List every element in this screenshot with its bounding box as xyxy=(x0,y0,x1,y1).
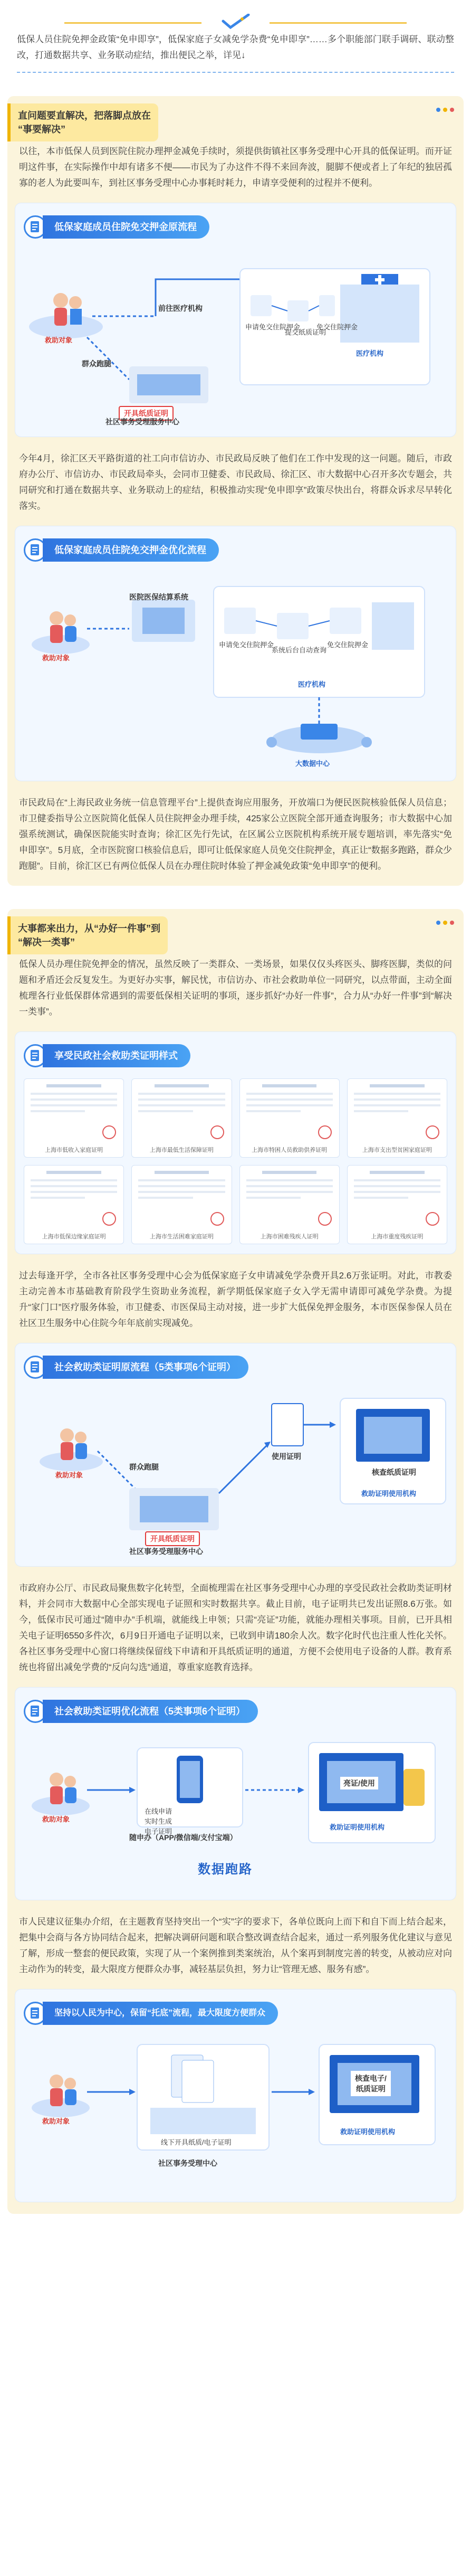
certificate-sample xyxy=(131,1078,232,1158)
certificate-caption: 上海市生活困难家庭证明 xyxy=(149,1234,214,1240)
label-paper: 开具纸质证明 xyxy=(119,406,174,421)
check-emblem-icon xyxy=(219,14,253,30)
seal-icon xyxy=(210,1212,224,1226)
paragraph: 市人民建议征集办介绍，在主题教育坚持突出一个“实”字的要求下，各单位既向上而下和自下而上结合起来，把集中会商与各方协同结合起来，把解决调研问题和联合整改调查结合起来，通过一系列服务优化建议与意见了解，形成一整套的便民政策，实现了从一个案例推到类案统治，从个案再到制度完善的转变，从被动应对向主动作为的转变，最大限度方便群众办事，减轻基层负担，努力让“管理无感、服务有感”。 xyxy=(19,1917,452,1974)
certificate-sample xyxy=(347,1165,447,1244)
section-title-line: “解决一类事” xyxy=(18,937,75,948)
label-step1: 申请免交住院押金 xyxy=(245,323,301,331)
paragraph: 今年4月，徐汇区天平路街道的社工向市信访办、市民政局反映了他们在工作中发现的这一问题。随后，市政府办公厅、市信访办、市民政局牵头，会同市卫健委、市民政局、徐汇区、市大数据中心召开多次专题会，共同研究和打通在数据共享、业务联动上的症结，积极推动实现“免申即享”政策尽快出台，将群众诉求尽早转化落实。 xyxy=(19,453,452,511)
label-show: 亮证/使用 xyxy=(340,1777,378,1789)
section-2 xyxy=(7,909,464,2214)
label-exempt: 免交住院押金 xyxy=(327,641,369,649)
label-slogan: 数据跑路 xyxy=(198,1862,253,1877)
label-org: 救助证明使用机构 xyxy=(361,1490,417,1498)
paragraph: 市民政局在“上海民政业务统一信息管理平台”上提供查询应用服务，开放端口为便民医院核验低保人员信息；市卫健委指导公立医院简化低保人员住院押金办理手续，425家公立医院全部开通查询服务；市大数据中心加强系统测试，确保医院能实时查询；徐汇区先行先试，在区属公立医院机构系统开展专题培训，率先落实“免申即享”。5月底，全市医院窗口核验信息后，即可让低保家庭人员免交住院押金，真正让“数据多跑路，群众少跑腿”。目前，徐汇区已有两位低保人员在办理住院时体验了押金减免政策“免申即享”的便利。 xyxy=(19,798,452,871)
paragraph: 低保人员办理住院免押金的情况，虽然反映了一类群众、一类场景，如果仅仅头疼医头、脚疼医脚，类似的问题和矛盾还会反复发生。为更好办实事，解民忧，市信访办、市社会救助单位一同研究，以点带面，主动全面梳理各行业低保群体常遇到的需要低保相关证明的事项，逐步抓好“办好一件事”，合力从“办好一件事”到“解决一类事”。 xyxy=(19,959,452,1017)
dashed-divider xyxy=(17,68,454,73)
certificate-samples-card xyxy=(15,1031,456,1254)
certificate-caption: 上海市重度残疾证明 xyxy=(371,1234,424,1240)
gold-rule-right xyxy=(270,22,407,24)
label-subject: 救助对象 xyxy=(55,1471,83,1479)
flow-diagram xyxy=(24,2034,447,2192)
flow-diagram xyxy=(24,1732,447,1890)
paragraph: 市政府办公厅、市民政局聚焦数字化转型，全面梳理需在社区事务受理中心办理的享受民政社会救助类证明材料，并会同市大数据中心全部实现电子证照和实时数据共享。截止目前，电子证明共已发出证照8.6万张。如今，低保市民可通过“随申办”手机端，就能线上申领；只需“亮证”功能，就能办理相关事项。目前，已开具相关电子证明6550多件次，6月9日开通电子证明以来，已收到申请180余人次。数字化时代也注重人性化关怀。各社区事务受理中心窗口将继续保留线下申请和开具纸质证明的通道，方便不会使用电子设备的人群。教育系统也将留出减免学费的“反向勾选”通道，尊重家庭教育选择。 xyxy=(19,1583,452,1672)
flow-card-title: 社会救助类证明原流程（5类事项6个证明） xyxy=(43,1356,248,1379)
certificate-caption: 上海市特困人员救助供养证明 xyxy=(252,1147,328,1153)
label-subject: 救助对象 xyxy=(42,654,70,662)
label-medical: 医疗机构 xyxy=(298,680,326,688)
decor-dots xyxy=(436,921,454,925)
label-center: 社区事务受理中心 xyxy=(158,2159,217,2167)
seal-icon xyxy=(102,1125,116,1139)
label-data-center: 大数据中心 xyxy=(295,760,330,768)
label-center: 社区事务受理服务中心 xyxy=(105,418,179,426)
flow-card-relief-optimized xyxy=(15,1687,456,1900)
label-step3: 免交住院押金 xyxy=(316,323,358,331)
certificate-sample xyxy=(131,1165,232,1244)
section-title-line: 直问题要直解决，把落脚点放在 xyxy=(18,110,151,121)
certificate-sample xyxy=(24,1165,124,1244)
label-apply: 申请免交住院押金 xyxy=(219,641,274,649)
label-app: 随申办（APP/微信端/支付宝端） xyxy=(129,1833,237,1842)
label-run: 群众跑腿 xyxy=(129,1463,159,1471)
flow-card-original xyxy=(15,203,456,437)
section-1-title xyxy=(7,103,158,141)
label-check: 核查电子/ 纸质证明 xyxy=(351,2071,391,2096)
flow-diagram xyxy=(24,571,447,771)
certificate-caption: 上海市支出型贫困家庭证明 xyxy=(362,1147,432,1153)
label-run: 群众跑腿 xyxy=(82,359,111,368)
flow-card-title: 坚持以人民为中心，保留“托底”流程，最大限度方便群众 xyxy=(43,2002,278,2025)
certificate-sample xyxy=(347,1078,447,1158)
certificate-caption: 上海市低保边缘家庭证明 xyxy=(42,1234,106,1240)
intro-box xyxy=(12,10,459,73)
paragraph: 以往，本市低保人员到医院住院办理押金减免手续时，须提供街镇社区事务受理中心开具的低保证明。而开证明这件事，在实际操作中却有诸多不便——市民为了办这件不得不来回奔波，腿脚不便或者上了年纪的独居孤寡的老人为此要叫车，到社区事务受理中心办事耗时耗力，申请享受便利的过程并不便利。 xyxy=(19,146,452,188)
intro-decoration xyxy=(12,13,459,32)
flow-illustration xyxy=(24,2034,463,2192)
label-use-cert: 使用证明 xyxy=(272,1452,301,1461)
flow-diagram xyxy=(24,1388,447,1557)
decor-dots xyxy=(436,108,454,112)
flow-illustration xyxy=(24,571,463,771)
label-subject: 救助对象 xyxy=(42,2117,70,2125)
label-paper: 开具纸质证明 xyxy=(145,1531,200,1546)
certificate-caption: 上海市低收入家庭证明 xyxy=(45,1147,103,1153)
flow-card-relief-original xyxy=(15,1343,456,1567)
label-hospital-system: 医院医保结算系统 xyxy=(129,593,188,601)
label-medical: 医疗机构 xyxy=(356,349,384,357)
article-page xyxy=(0,10,471,2224)
flow-diagram xyxy=(24,248,447,427)
label-offline: 线下开具纸质/电子证明 xyxy=(161,2138,232,2146)
section-2-title xyxy=(7,916,168,954)
flow-card-optimized xyxy=(15,526,456,781)
flow-card-fallback xyxy=(15,1989,456,2202)
label-check: 核查纸质证明 xyxy=(372,1468,416,1476)
gold-rule-left xyxy=(64,22,201,24)
certificate-sample xyxy=(239,1078,340,1158)
certificate-sample xyxy=(24,1078,124,1158)
seal-icon xyxy=(318,1125,332,1139)
section-title-line: 大事都来出力，从“办好一件事”到 xyxy=(18,923,160,934)
paragraph: 过去每逢开学，全市各社区事务受理中心会为低保家庭子女申请减免学杂费开具2.6万张证明。对此，市教委主动完善本市基础教育阶段学生资助业务流程，新学期低保家庭子女入学无需申请即可减免学杂费。为提升“家门口”医疗服务体验，市卫健委、市医保局主动对接，进一步扩大低保免押金服务，本市医保参保人员在社区卫生服务中心住院今年年底前实现减免。 xyxy=(19,1271,452,1328)
flow-card-title: 社会救助类证明优化流程（5类事项6个证明） xyxy=(43,1700,258,1723)
seal-icon xyxy=(102,1212,116,1226)
label-query: 系统后台自动查询 xyxy=(272,646,327,654)
certificate-caption: 上海市困难残疾人证明 xyxy=(260,1234,319,1240)
flow-card-title: 低保家庭成员住院免交押金原流程 xyxy=(43,215,209,239)
certificate-card-title: 享受民政社会救助类证明样式 xyxy=(43,1044,190,1067)
label-hospital-go: 前往医疗机构 xyxy=(158,304,203,312)
certificate-sample xyxy=(239,1165,340,1244)
label-subject: 救助对象 xyxy=(45,336,73,344)
label-subject: 救助对象 xyxy=(42,1815,70,1823)
flow-illustration xyxy=(24,248,463,427)
flow-card-title: 低保家庭成员住院免交押金优化流程 xyxy=(43,538,219,562)
label-step2: 提交纸质证明 xyxy=(285,328,326,336)
section-1 xyxy=(7,96,464,886)
intro-text: 低保人员住院免押金政策“免申即享”，低保家庭子女减免学杂费“免申即享”……多个职能部门联手调研、联动整改，打通数据共享、业务联动症结，推出便民之举，详见↓ xyxy=(17,34,454,60)
seal-icon xyxy=(210,1125,224,1139)
certificate-caption: 上海市最低生活保障证明 xyxy=(149,1147,214,1153)
label-online: 在线申请 实时生成电子证明 xyxy=(144,1807,172,1835)
label-org: 救助证明使用机构 xyxy=(330,1823,385,1831)
section-title-line: “事要解决” xyxy=(18,124,65,135)
label-center: 社区事务受理服务中心 xyxy=(129,1547,203,1556)
label-org: 救助证明使用机构 xyxy=(340,2128,396,2136)
seal-icon xyxy=(426,1125,439,1139)
seal-icon xyxy=(426,1212,439,1226)
seal-icon xyxy=(318,1212,332,1226)
certificate-grid xyxy=(24,1078,447,1244)
